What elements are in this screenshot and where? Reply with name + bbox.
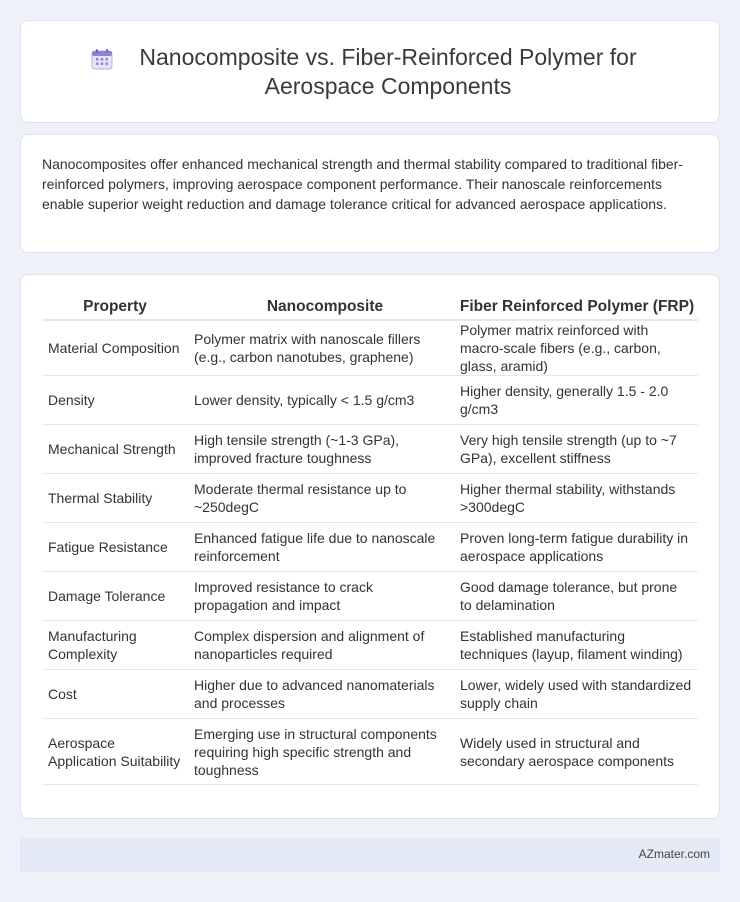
cell-nanocomposite: Higher due to advanced nanomaterials and processes (188, 670, 456, 719)
page-title: Nanocomposite vs. Fiber-Reinforced Polymer for Aerospace Components (139, 43, 637, 99)
table-row (42, 321, 698, 376)
table-row (42, 621, 698, 670)
table-header-row (42, 294, 698, 321)
cell-frp: Very high tensile strength (up to ~7 GPa), excellent stiffness (456, 425, 698, 474)
comparison-table-card (20, 274, 720, 819)
header-property: Property (42, 294, 188, 321)
cell-nanocomposite: High tensile strength (~1-3 GPa), improved fracture toughness (188, 425, 456, 474)
table-row (42, 572, 698, 621)
cell-nanocomposite: Complex dispersion and alignment of nanoparticles required (188, 621, 456, 670)
intro-card (20, 134, 720, 253)
footer-brand: AZmater.com (638, 847, 710, 861)
cell-frp: Established manufacturing techniques (layup, filament winding) (456, 621, 698, 670)
table-row (42, 719, 698, 785)
intro-paragraph: Nanocomposites offer enhanced mechanical strength and thermal stability compared to traditional fiber-reinforced polymers, improving aerospace component performance. Their nanoscale reinforcements enable superior weight reduction and damage tolerance critical for advanced aerospace applications. (42, 156, 683, 212)
table-row (42, 425, 698, 474)
cell-property: Manufacturing Complexity (42, 621, 188, 670)
cell-property: Fatigue Resistance (42, 523, 188, 572)
table-row (42, 670, 698, 719)
cell-frp: Proven long-term fatigue durability in aerospace applications (456, 523, 698, 572)
footer (20, 838, 720, 872)
comparison-table (42, 294, 698, 785)
cell-nanocomposite: Emerging use in structural components requiring high specific strength and toughness (188, 719, 456, 785)
title-card (20, 20, 720, 123)
cell-frp: Good damage tolerance, but prone to delamination (456, 572, 698, 621)
cell-property: Damage Tolerance (42, 572, 188, 621)
cell-property: Cost (42, 670, 188, 719)
cell-nanocomposite: Enhanced fatigue life due to nanoscale reinforcement (188, 523, 456, 572)
cell-nanocomposite: Moderate thermal resistance up to ~250degC (188, 474, 456, 523)
header-frp: Fiber Reinforced Polymer (FRP) (456, 294, 698, 321)
cell-property: Thermal Stability (42, 474, 188, 523)
cell-frp: Higher thermal stability, withstands >300degC (456, 474, 698, 523)
cell-property: Density (42, 376, 188, 425)
cell-frp: Widely used in structural and secondary aerospace components (456, 719, 698, 785)
cell-nanocomposite: Improved resistance to crack propagation and impact (188, 572, 456, 621)
cell-nanocomposite: Lower density, typically < 1.5 g/cm3 (188, 376, 456, 425)
cell-frp: Lower, widely used with standardized supply chain (456, 670, 698, 719)
cell-property: Aerospace Application Suitability (42, 719, 188, 785)
cell-frp: Polymer matrix reinforced with macro-scale fibers (e.g., carbon, glass, aramid) (456, 321, 698, 376)
table-row (42, 376, 698, 425)
cell-property: Material Composition (42, 321, 188, 376)
table-row (42, 474, 698, 523)
header-nanocomposite: Nanocomposite (188, 294, 456, 321)
cell-nanocomposite: Polymer matrix with nanoscale fillers (e.g., carbon nanotubes, graphene) (188, 321, 456, 376)
cell-property: Mechanical Strength (42, 425, 188, 474)
table-row (42, 523, 698, 572)
cell-frp: Higher density, generally 1.5 - 2.0 g/cm3 (456, 376, 698, 425)
